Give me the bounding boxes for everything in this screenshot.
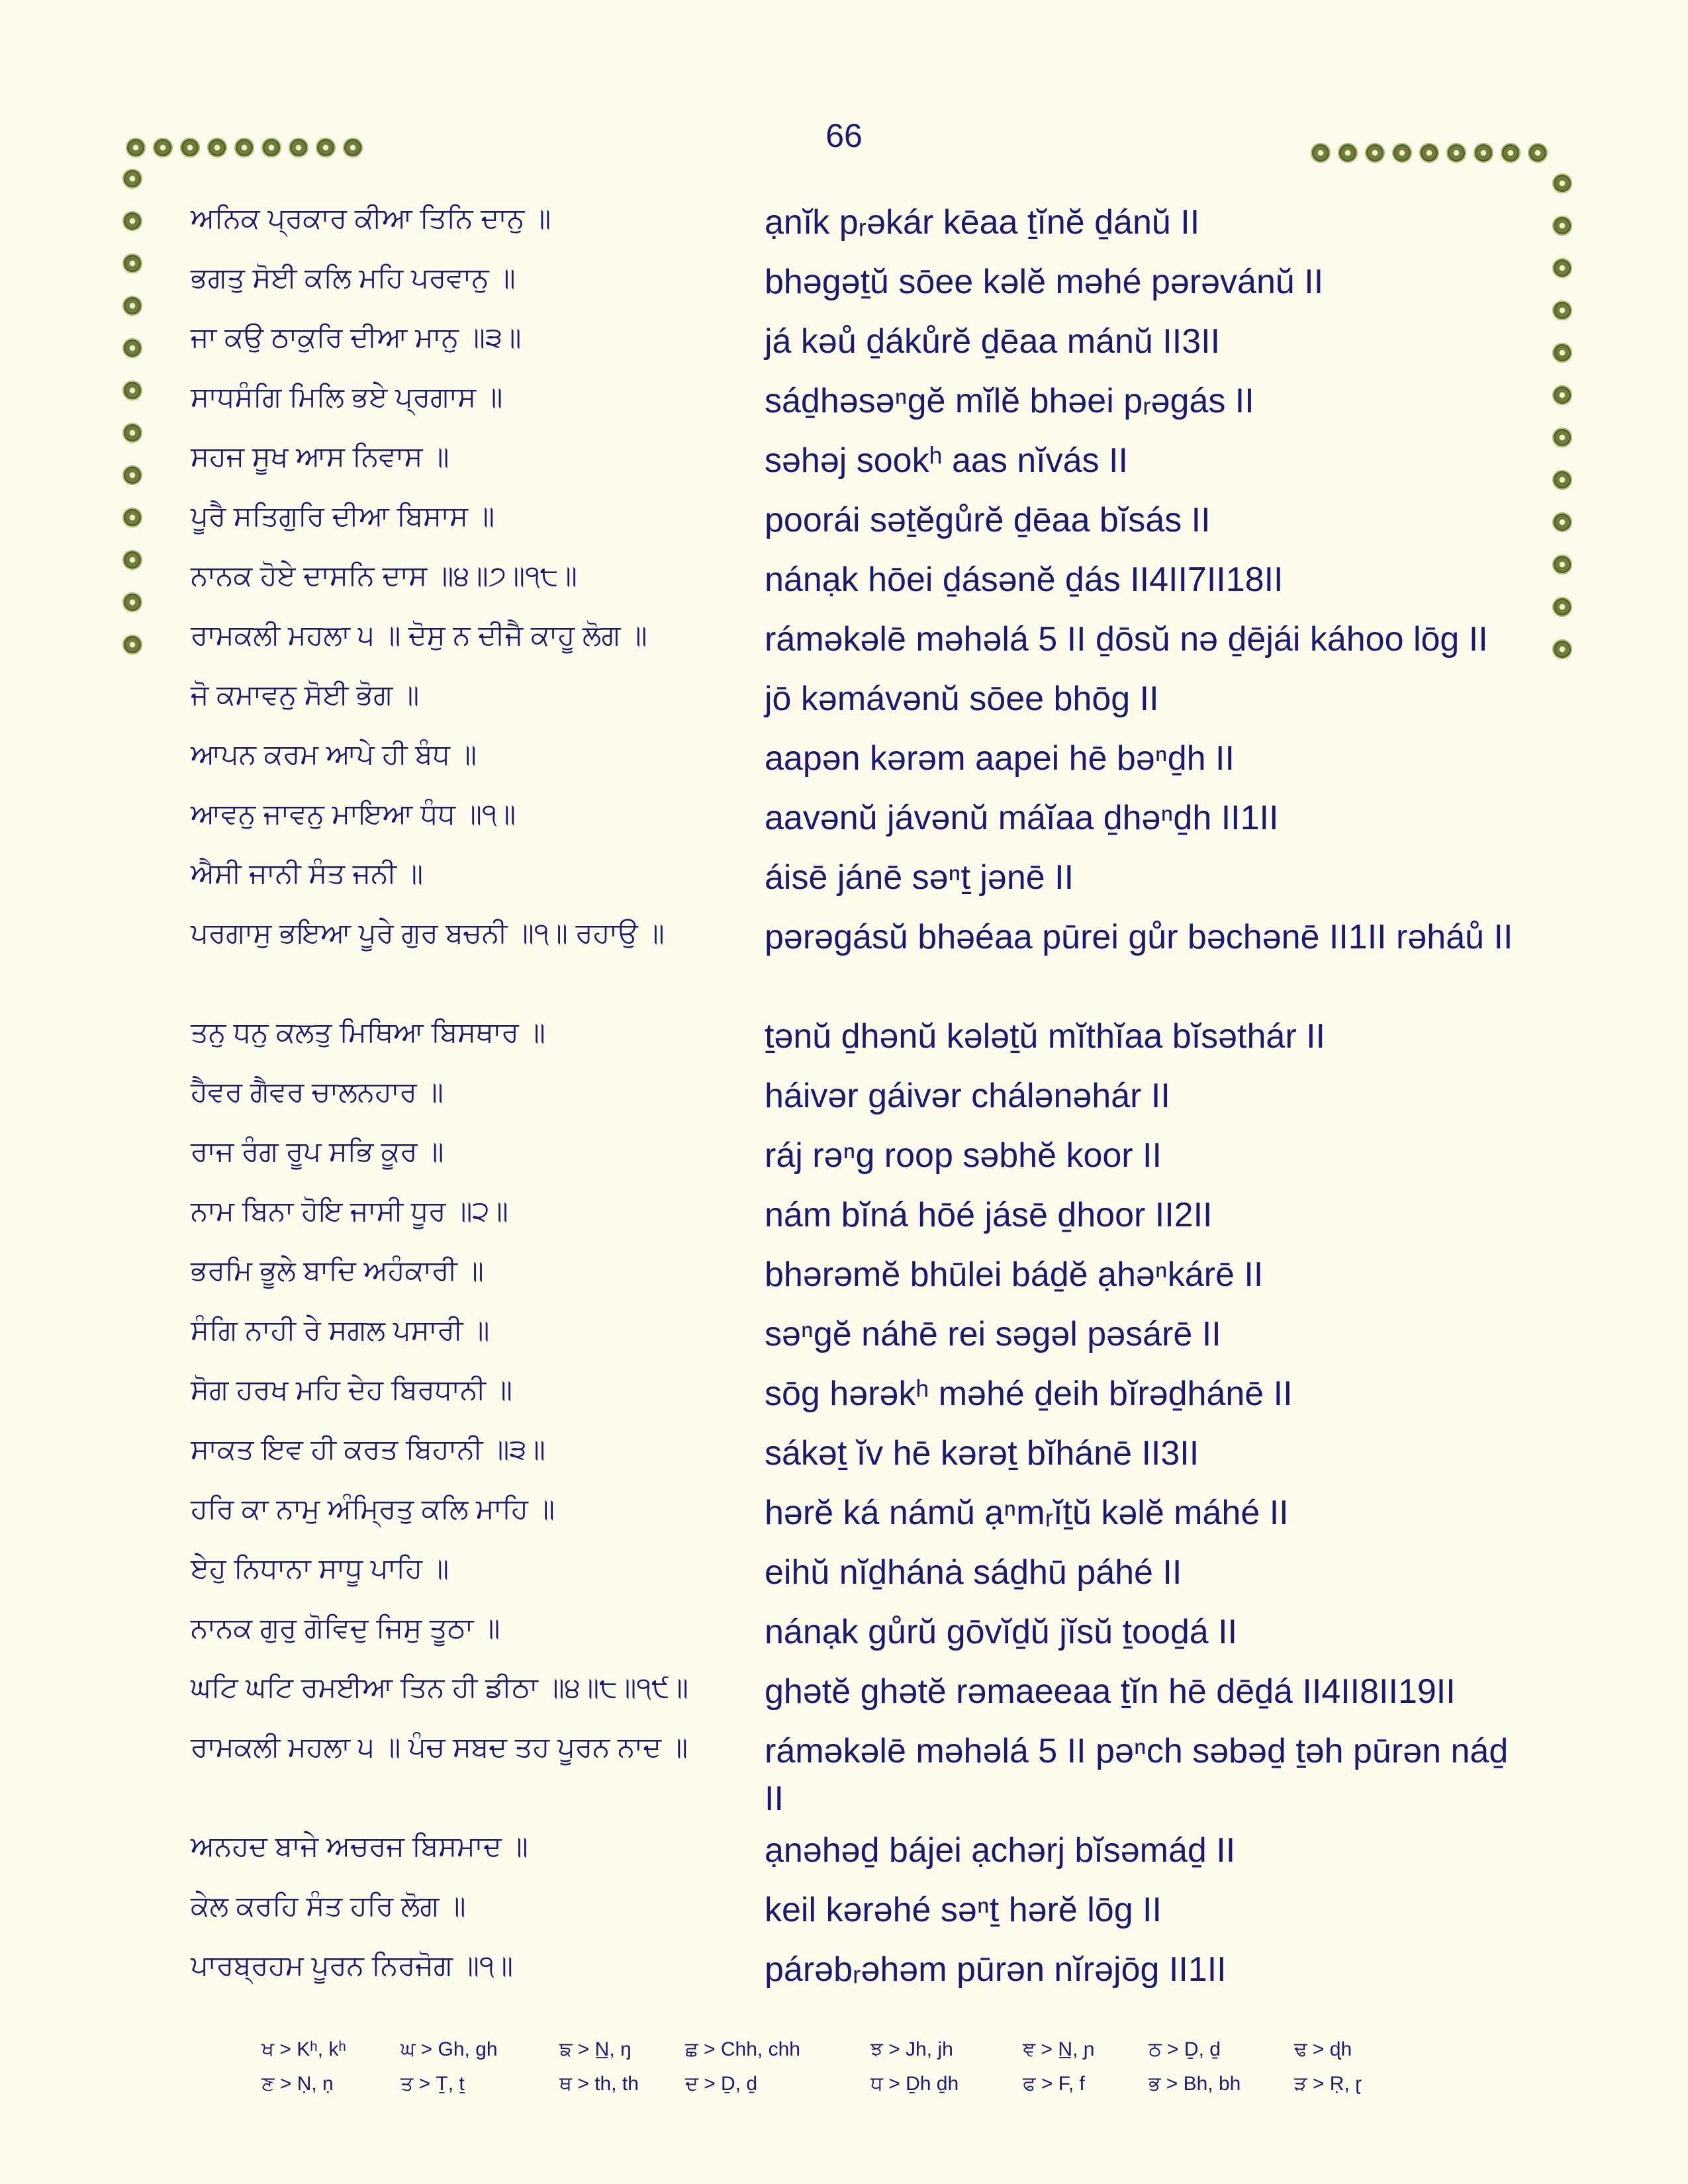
transliteration-text: ráj rəⁿg roop səbhĕ koor II (765, 1136, 1162, 1175)
flower-ornament-icon (1338, 143, 1358, 163)
flower-ornament-icon (153, 138, 173, 158)
legend-item: ਧ > Ḏh ḏh (870, 2073, 959, 2095)
transliteration-text: párəbᵣəhəm pūrən nĭrəjōg II1II (765, 1950, 1227, 1989)
flower-ornament-icon (122, 169, 142, 189)
gurmukhi-text: ਸੋਗ ਹਰਖ ਮਹਿ ਦੇਹ ਬਿਰਧਾਨੀ ॥ (191, 1374, 512, 1405)
transliteration-text: já kəů ḏákůrĕ ḏēaa mánŭ II3II (765, 322, 1221, 361)
transliteration-text: ạnəhəḏ bájei ạchərj bĭsəmáḏ II (765, 1831, 1236, 1870)
gurmukhi-text: ਸਹਜ ਸੂਖ ਆਸ ਨਿਵਾਸ ॥ (191, 441, 449, 472)
transliteration-text: aavənŭ jávənŭ máĭaa ḏhəⁿḏh II1II (765, 799, 1279, 837)
flower-ornament-icon (1552, 555, 1572, 574)
legend-item: ਢ > ɖh (1294, 2038, 1352, 2060)
flower-ornament-icon (343, 138, 363, 158)
flower-ornament-icon (122, 381, 142, 400)
transliteration-text: ṯənŭ ḏhənŭ kələṯŭ mĭthĭaa bĭsəthár II (765, 1017, 1326, 1056)
flower-ornament-icon (122, 592, 142, 612)
flower-ornament-icon (234, 138, 254, 158)
flower-ornament-icon (1552, 343, 1572, 363)
gurmukhi-text: ਜਾ ਕਉ ਠਾਕੁਰਿ ਦੀਆ ਮਾਨੁ ॥੩॥ (191, 322, 522, 353)
flower-ornament-icon (1552, 639, 1572, 659)
transliteration-text: eihŭ nĭḏhánȧ sáḏhū páhé II (765, 1553, 1182, 1592)
gurmukhi-text: ਘਟਿ ਘਟਿ ਰਮਈਆ ਤਿਨ ਹੀ ਡੀਠਾ ॥੪॥੮॥੧੯॥ (191, 1672, 688, 1703)
gurmukhi-text: ਸੰਗਿ ਨਾਹੀ ਰੇ ਸਗਲ ਪਸਾਰੀ ॥ (191, 1314, 490, 1345)
flower-ornament-icon (1552, 428, 1572, 447)
gurmukhi-text: ਸਾਕਤ ਇਵ ਹੀ ਕਰਤ ਬਿਹਾਨੀ ॥੩॥ (191, 1433, 545, 1465)
legend-item: ਞ > N̲, ɲ (1023, 2038, 1095, 2060)
gurmukhi-text: ਤਨੁ ਧਨੁ ਕਲਤੁ ਮਿਥਿਆ ਬਿਸਥਾਰ ॥ (191, 1017, 545, 1048)
transliteration-text: səⁿgĕ náhē rei səgəl pəsárē II (765, 1315, 1221, 1353)
transliteration-text: bhəgəṯŭ sōee kəlĕ məhé pərəvánŭ II (765, 263, 1324, 301)
flower-ornament-icon (122, 423, 142, 443)
transliteration-text: nánạk gůrŭ gōvĭḏŭ jĭsŭ ṯooḏá II (765, 1613, 1238, 1651)
flower-ornament-icon (1552, 470, 1572, 490)
flower-ornament-icon (1552, 512, 1572, 532)
gurmukhi-text: ਰਾਮਕਲੀ ਮਹਲਾ ੫ ॥ ਪੰਚ ਸਬਦ ਤਹ ਪੂਰਨ ਨਾਦ ॥ (191, 1731, 688, 1762)
flower-ornament-icon (122, 296, 142, 316)
transliteration-text: keil kərəhé səⁿṯ hərĕ lōg II (765, 1891, 1162, 1929)
gurmukhi-text: ਅਨਿਕ ਪ੍ਰਕਾਰ ਕੀਆ ਤਿਨਿ ਦਾਨੁ ॥ (191, 203, 551, 234)
gurmukhi-text: ਰਾਮਕਲੀ ਮਹਲਾ ੫ ॥ ਦੋਸੁ ਨ ਦੀਜੈ ਕਾਹੂ ਲੋਗ ॥ (191, 619, 647, 651)
flower-ornament-icon (1392, 143, 1412, 163)
flower-ornament-icon (207, 138, 227, 158)
transliteration-text: hərĕ ká námŭ ạⁿmᵣĭṯŭ kəlĕ máhé II (765, 1494, 1289, 1532)
legend-item: ੜ > Ṛ, ɽ (1294, 2073, 1362, 2095)
flower-ornament-icon (1311, 143, 1331, 163)
gurmukhi-text: ਅਨਹਦ ਬਾਜੇ ਅਚਰਜ ਬਿਸਮਾਦ ॥ (191, 1831, 528, 1862)
gurmukhi-text: ਆਪਨ ਕਰਮ ਆਪੇ ਹੀ ਬੰਧ ॥ (191, 739, 477, 770)
transliteration-text: sōg hərəkʰ məhé ḏeih bĭrəḏhánē II (765, 1375, 1293, 1413)
gurmukhi-text: ਪਾਰਬ੍ਰਹਮ ਪੂਰਨ ਨਿਰਜੋਗ ॥੧॥ (191, 1950, 514, 1981)
legend-item: ਭ > Bh, bh (1149, 2073, 1241, 2095)
transliteration-text: ghətĕ ghətĕ rəmaeeaa ṯĭn hē dēḏá II4II8II19II (765, 1672, 1456, 1711)
gurmukhi-text: ਨਾਨਕ ਗੁਰੁ ਗੋਵਿਦੁ ਜਿਸੁ ਤੂਠਾ ॥ (191, 1612, 500, 1643)
flower-ornament-icon (289, 138, 308, 158)
gurmukhi-text: ਭਗਤੁ ਸੋਈ ਕਲਿ ਮਹਿ ਪਰਵਾਨੁ ॥ (191, 262, 516, 293)
flower-ornament-icon (122, 253, 142, 273)
legend-item: ਝ > Jh, jh (870, 2038, 953, 2060)
flower-ornament-icon (122, 338, 142, 358)
flower-ornament-icon (1474, 143, 1493, 163)
legend-item: ਙ > N̲, ŋ (559, 2038, 632, 2060)
transliteration-text: jō kəmávənŭ sōee bhōg II (765, 680, 1159, 718)
flower-ornament-icon (1501, 143, 1521, 163)
legend-item: ਤ > Ṯ, ṯ (400, 2073, 465, 2095)
flower-ornament-icon (261, 138, 281, 158)
transliteration-text: áisē jánē səⁿṯ jənē II (765, 858, 1074, 897)
gurmukhi-text: ਰਾਜ ਰੰਗ ਰੂਪ ਸਭਿ ਕੂਰ ॥ (191, 1136, 444, 1167)
gurmukhi-text: ਪਰਗਾਸੁ ਭਇਆ ਪੂਰੇ ਗੁਰ ਬਚਨੀ ॥੧॥ ਰਹਾਉ ॥ (191, 917, 665, 948)
flower-ornament-icon (126, 138, 146, 158)
flower-ornament-icon (316, 138, 336, 158)
transliteration-text: pərəgásŭ bhəéaa pūrei gůr bəchənē II1II rəháů II (765, 918, 1513, 956)
flower-ornament-icon (1365, 143, 1385, 163)
flower-ornament-icon (122, 211, 142, 231)
transliteration-text: háivər gáivər chálənəhár II (765, 1077, 1170, 1115)
flower-ornament-icon (122, 465, 142, 485)
gurmukhi-text: ਨਾਨਕ ਹੋਏ ਦਾਸਨਿ ਦਾਸ ॥੪॥੭॥੧੮॥ (191, 560, 577, 591)
legend-item: ਘ > Gh, gh (400, 2038, 498, 2060)
gurmukhi-text: ਹਰਿ ਕਾ ਨਾਮੁ ਅੰਮ੍ਰਿਤੁ ਕਲਿ ਮਾਹਿ ॥ (191, 1493, 555, 1524)
page-number: 66 (825, 117, 863, 154)
flower-ornament-icon (1528, 143, 1548, 163)
transliteration-text: nám bĭná hōé jásē ḏhoor II2II (765, 1196, 1213, 1234)
flower-ornament-icon (1552, 597, 1572, 617)
gurmukhi-text: ਜੋ ਕਮਾਵਨੁ ਸੋਈ ਭੋਗ ॥ (191, 679, 420, 710)
flower-ornament-icon (122, 635, 142, 655)
flower-ornament-icon (1552, 300, 1572, 320)
flower-ornament-icon (1419, 143, 1439, 163)
legend-item: ਖ > Kʰ, kʰ (261, 2038, 346, 2060)
transliteration-text: rámәkəlē məhəlá 5 II pəⁿch səbəḏ ṯəh pūrən náḏ II (765, 1732, 1509, 1818)
legend-item: ਠ > Ḏ, ḏ (1149, 2038, 1221, 2060)
transliteration-text: səhəj sookʰ aas nĭvás II (765, 441, 1128, 480)
legend-item: ਛ > Chh, chh (685, 2038, 800, 2060)
gurmukhi-text: ਹੈਵਰ ਗੈਵਰ ਚਾਲਨਹਾਰ ॥ (191, 1076, 444, 1107)
flower-ornament-icon (1552, 216, 1572, 236)
gurmukhi-text: ਪੂਰੈ ਸਤਿਗੁਰਿ ਦੀਆ ਬਿਸਾਸ ॥ (191, 500, 495, 531)
legend-item: ਦ > Ḏ, ḏ (685, 2073, 758, 2095)
transliteration-text: sáḏhəsəⁿgĕ mĭlĕ bhəei pᵣəgás II (765, 382, 1254, 420)
transliteration-text: sákəṯ ĭv hē kərəṯ bĭhánē II3II (765, 1434, 1199, 1473)
flower-ornament-icon (122, 508, 142, 527)
transliteration-text: poorái səṯĕgůrĕ ḏēaa bĭsás II (765, 501, 1211, 539)
legend-item: ਥ > th, th (559, 2073, 639, 2095)
flower-ornament-icon (1552, 385, 1572, 405)
gurmukhi-text: ਆਵਨੁ ਜਾਵਨੁ ਮਾਇਆ ਧੰਧ ॥੧॥ (191, 798, 516, 829)
flower-ornament-icon (122, 550, 142, 570)
gurmukhi-text: ਏਹੁ ਨਿਧਾਨਾ ਸਾਧੂ ਪਾਹਿ ॥ (191, 1553, 449, 1584)
transliteration-text: ạnĭk pᵣəkár kēaa ṯĭnĕ ḏánŭ II (765, 203, 1200, 242)
legend-item: ਫ > F, f (1023, 2073, 1085, 2095)
transliteration-text: rámәkəlē məhəlá 5 II ḏōsŭ nə ḏējái káhoo lōg II (765, 620, 1488, 659)
flower-ornament-icon (1552, 258, 1572, 278)
gurmukhi-text: ਕੇਲ ਕਰਹਿ ਸੰਤ ਹਰਿ ਲੋਗ ॥ (191, 1890, 466, 1921)
legend-item: ਣ > Ṇ, ṇ (261, 2073, 334, 2095)
transliteration-text: bhərəmĕ bhūlei báḏĕ ạhəⁿkárē II (765, 1255, 1264, 1294)
flower-ornament-icon (1552, 173, 1572, 193)
transliteration-text: nánạk hōei ḏásənĕ ḏás II4II7II18II (765, 561, 1284, 599)
gurmukhi-text: ਸਾਧਸੰਗਿ ਮਿਲਿ ਭਏ ਪ੍ਰਗਾਸ ॥ (191, 381, 503, 412)
gurmukhi-text: ਨਾਮ ਬਿਨਾ ਹੋਇ ਜਾਸੀ ਧੂਰ ॥੨॥ (191, 1195, 508, 1226)
flower-ornament-icon (180, 138, 200, 158)
transliteration-text: aapən kərəm aapei hē bəⁿḏh II (765, 739, 1235, 778)
gurmukhi-text: ਐਸੀ ਜਾਨੀ ਸੰਤ ਜਨੀ ॥ (191, 858, 424, 889)
flower-ornament-icon (1446, 143, 1466, 163)
gurmukhi-text: ਭਰਮਿ ਭੂਲੇ ਬਾਦਿ ਅਹੰਕਾਰੀ ॥ (191, 1255, 484, 1286)
